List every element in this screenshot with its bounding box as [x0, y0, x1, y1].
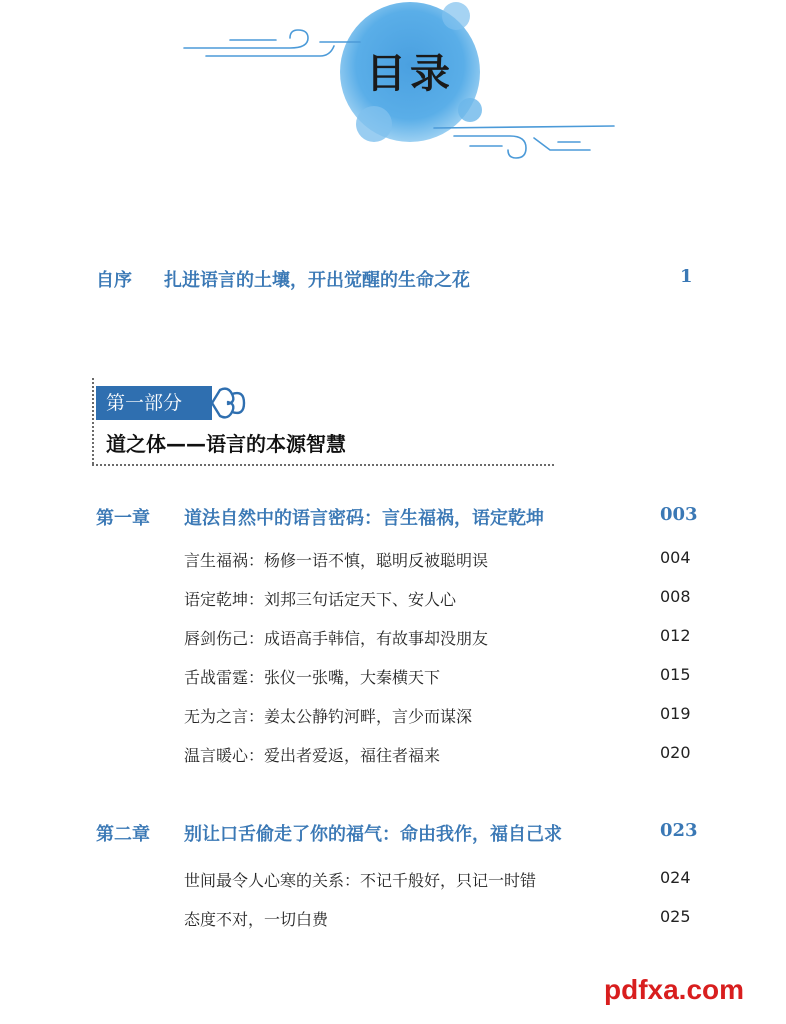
chapter-label: 第二章 — [96, 824, 150, 845]
section-title: 无为之言：姜太公静钓河畔，言少而谋深 — [184, 707, 473, 726]
cloud-ornament-icon — [210, 382, 250, 424]
section-page-number: 020 — [660, 743, 691, 762]
part-dotted-border-left — [92, 378, 94, 464]
preface-label: 自序 — [96, 270, 132, 291]
section-title: 舌战雷霆：张仪一张嘴，大秦横天下 — [184, 668, 441, 687]
section-title: 语定乾坤：刘邦三句话定天下、安人心 — [184, 590, 457, 609]
chapter-title: 别让口舌偷走了你的福气：命由我作，福自己求 — [184, 824, 562, 845]
toc-entry-chapter-2[interactable] — [96, 820, 696, 850]
part-dotted-border-bottom — [92, 464, 554, 466]
toc-entry-section[interactable] — [184, 665, 696, 691]
section-title: 态度不对，一切白费 — [184, 910, 329, 929]
section-title: 唇剑伤己：成语高手韩信，有故事却没朋友 — [184, 629, 489, 648]
section-page-number: 019 — [660, 704, 691, 723]
toc-entry-section[interactable] — [184, 868, 696, 894]
chapter-title: 道法自然中的语言密码：言生福祸，语定乾坤 — [184, 508, 544, 529]
section-title: 世间最令人心寒的关系：不记千般好，只记一时错 — [184, 871, 537, 890]
toc-entry-section[interactable] — [184, 704, 696, 730]
part-heading — [92, 378, 554, 470]
section-title: 温言暖心：爱出者爱返，福往者福来 — [184, 746, 441, 765]
toc-entry-section[interactable] — [184, 626, 696, 652]
section-title: 言生福祸：杨修一语不慎，聪明反被聪明误 — [184, 551, 489, 570]
toc-entry-section[interactable] — [184, 587, 696, 613]
chapter-page-number: 023 — [660, 820, 698, 841]
toc-entry-chapter-1[interactable] — [96, 504, 696, 534]
preface-page-number: 1 — [680, 266, 693, 287]
section-page-number: 025 — [660, 907, 691, 926]
preface-title: 扎进语言的土壤，开出觉醒的生命之花 — [164, 270, 470, 291]
section-page-number: 015 — [660, 665, 691, 684]
section-page-number: 008 — [660, 587, 691, 606]
part-label-badge: 第一部分 — [96, 386, 212, 420]
toc-entry-section[interactable] — [184, 907, 696, 933]
section-page-number: 004 — [660, 548, 691, 567]
page-title: 目录 — [366, 50, 454, 97]
toc-entry-preface[interactable] — [96, 266, 696, 294]
chapter-label: 第一章 — [96, 508, 150, 529]
section-page-number: 012 — [660, 626, 691, 645]
chapter-page-number: 003 — [660, 504, 698, 525]
section-page-number: 024 — [660, 868, 691, 887]
site-watermark: pdfxa.com — [604, 974, 745, 1005]
toc-entry-section[interactable] — [184, 548, 696, 574]
part-title: 道之体——语言的本源智慧 — [106, 432, 346, 456]
toc-entry-section[interactable] — [184, 743, 696, 769]
